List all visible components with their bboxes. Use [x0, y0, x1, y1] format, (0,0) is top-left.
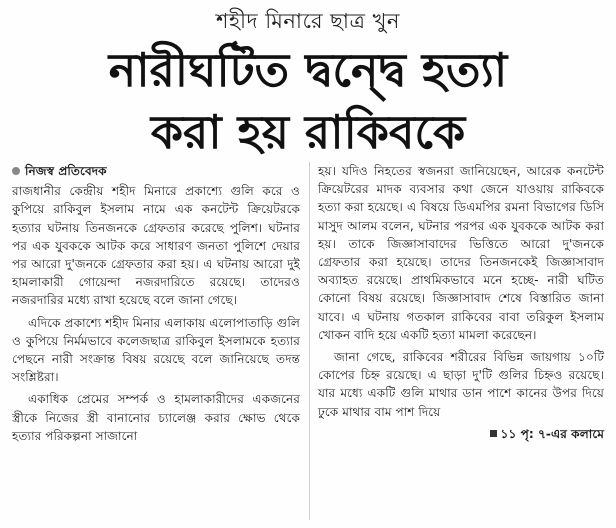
- continuation-note: [318, 425, 604, 443]
- headline-line-1: নারীঘটিত দ্বন্দ্বে হত্যা: [108, 43, 508, 97]
- paragraph: জানা গেছে, রাকিবের শরীরের বিভিন্ন জায়গায় ১০টি কোপের চিহ্ন রয়েছে। এ ছাড়া দু'টি গুলির চিহ্নও রয়েছে। যার মধ্যে একটি গুলি মাথার ডান পাশে কানের উপর দিয়ে ঢুকে মাথার বাম পাশ দিয়ে: [318, 350, 604, 419]
- headline-line-2: করা হয় রাকিবকে: [150, 105, 466, 159]
- paragraph: হয়। যদিও নিহতের স্বজনরা জানিয়েছেন, আরেক কনটেন্ট ক্রিয়েটরের মাদক ব্যবসার কথা জেনে যাওয়ায় রাকিবকে হত্যা করা হয়েছে। এ বিষয়ে ডিএমপির রমনা বিভাগের ডিসি মাসুদ আলম বলেন, ঘটনার পরপর এক যুবককে আটক করা হয়। তাকে জিজ্ঞাসাবাদের ভিত্তিতে আরো দু'জনকে গ্রেফতার করা হয়েছে। তাদের তিনজনকেই জিজ্ঞাসাবাদ অব্যাহত রয়েছে। প্রাথমিকভাবে মনে হচ্ছে- নারী ঘটিত কোনো বিষয় রয়েছে। জিজ্ঞাসাবাদ শেষে বিস্তারিত জানা যাবে। এ ঘটনায় গতকাল রাকিবের বাবা তরিকুল ইসলাম খোকন বাদি হয়ে একটি হত্যা মামলা করেছেন।: [318, 164, 604, 342]
- paragraph: রাজধানীর কেন্দ্রীয় শহীদ মিনারে প্রকাশ্যে গুলি করে ও কুপিয়ে রাকিবুল ইসলাম নামে এক কনটেন্ট ক্রিয়েটরকে হত্যার ঘটনায় তিনজনকে গ্রেফতার করেছে পুলিশ। ঘটনার পর এক যুবককে আটক করে সাধারণ জনতা পুলিশে দেয়ার পর আরো দু'জনকে গ্রেফতার করা হয়। এ ঘটনায় আরো দুই হামলাকারী গোয়েন্দা নজরদারিতে রয়েছে। তাদেরও নজরদারির মধ্যে রাখা হয়েছে বলে জানা গেছে।: [12, 184, 300, 308]
- article-kicker: শহীদ মিনারে ছাত্র খুন: [216, 9, 400, 33]
- byline: [12, 162, 300, 180]
- paragraph: এদিকে প্রকাশ্যে শহীদ মিনার এলাকায় এলোপাতাড়ি গুলি ও কুপিয়ে নির্মমভাবে কলেজছাত্র রাকিবুল ইসলামকে হত্যার পেছনে নারী সংক্রান্ত বিষয় রয়েছে বলে জানিয়েছে তদন্ত সংশ্লিষ্টরা।: [12, 315, 300, 385]
- bullet-icon: [12, 167, 20, 175]
- continuation-text: ১১ পৃ: ৭-এর কলামে: [500, 426, 604, 441]
- square-bullet-icon: [490, 430, 497, 437]
- article-column-left: [12, 162, 300, 449]
- column-divider: [309, 162, 310, 520]
- byline-text: নিজস্ব প্রতিবেদক: [25, 164, 107, 178]
- paragraph: একাধিক প্রেমের সম্পর্ক ও হামলাকারীদের একজনের স্ত্রীকে নিজের স্ত্রী বানানোর চ্যালেঞ্জ করার ক্ষোভ থেকে হত্যার পরিকল্পনা সাজানো: [12, 392, 300, 443]
- article-column-right: [318, 162, 604, 443]
